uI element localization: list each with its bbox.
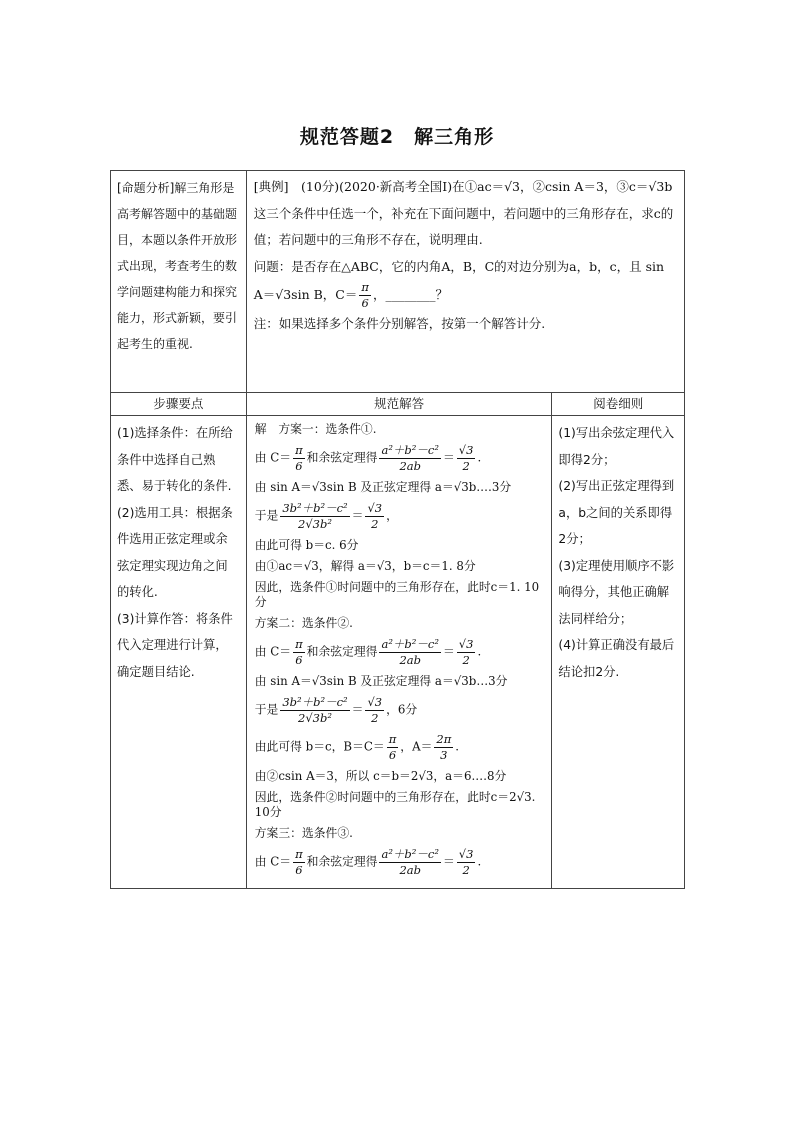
solution-line: 因此，选条件①时问题中的三角形存在，此时c＝1. 10分 (254, 580, 540, 609)
rules-cell (552, 416, 685, 889)
rule-item: (2)写出正弦定理得到a，b之间的关系即得2分； (558, 479, 675, 546)
example-question: 问题：是否存在△ABC，它的内角A，B，C的对边分别为a，b，c，且 sin A＝√3sin B，C＝ $\frac{\pi}{6}$ ，________？ (253, 258, 665, 310)
solution-line: 由 sin A＝√3sin B 及正弦定理得 a＝√3b…3分 (254, 674, 508, 688)
problem-row (111, 171, 685, 393)
header-steps: 步骤要点 (111, 393, 247, 416)
step-item: (2)选用工具：根据条件选用正弦定理或余弦定理实现边角之间的转化. (117, 505, 233, 599)
rule-item: (1)写出余弦定理代入即得2分； (558, 426, 675, 467)
solution-line: 于是 $\frac{\text{3b²＋b²－c²}}{\text{2√3b²}}$ ＝ $\frac{√3}{2}$ ，6分 (254, 695, 418, 725)
rule-item: (4)计算正确没有最后结论扣2分. (558, 638, 675, 679)
step-item: (3)计算作答：将条件代入定理进行计算，确定题目结论. (117, 611, 233, 679)
solution-line: 由 C＝ $\frac{\pi}{6}$ 和余弦定理得 $\frac{\text{a²＋b²－c²}}{2ab}$ ＝ $\frac{√3}{2}$ . (254, 443, 482, 473)
solution-line: 方案二：选条件②. (254, 616, 353, 630)
header-rules: 阅卷细则 (552, 393, 685, 416)
solution-line: 于是 $\frac{\text{3b²＋b²－c²}}{\text{2√3b²}}$ ＝ $\frac{√3}{2}$ ， (254, 501, 398, 531)
solution-line: 方案三：选条件③. (254, 826, 353, 840)
solution-line: 由②csin A＝3，所以 c＝b＝2√3，a＝6.…8分 (254, 769, 507, 783)
solution-line: 由①ac＝√3，解得 a＝√3，b＝c＝1. 8分 (254, 559, 476, 573)
solution-line: 因此，选条件②时问题中的三角形存在，此时c＝2√3. 10分 (254, 790, 536, 819)
fraction: $\frac{\pi}{6}$ (361, 280, 369, 310)
solution-line: 解 方案一：选条件①. (254, 422, 377, 436)
solution-line: 由 C＝ $\frac{\pi}{6}$ 和余弦定理得 $\frac{\text{a²＋b²－c²}}{2ab}$ ＝ $\frac{√3}{2}$ . (254, 637, 482, 667)
solution-line: 由此可得 b＝c，B＝C＝ $\frac{\pi}{6}$ ，A＝ $\frac{2\pi}{3}$ . (254, 732, 460, 762)
example-cell (246, 171, 684, 393)
example-statement: [典例] (10分)(2020·新高考全国Ⅰ)在①ac＝√3，②csin A＝3，③c＝√3b这三个条件中任选一个，补充在下面问题中，若问题中的三角形存在，求c的值；若问题中的三角形不存在，说明理由. (253, 179, 674, 247)
step-item: (1)选择条件：在所给条件中选择自己熟悉、易于转化的条件. (117, 426, 233, 493)
solution-line: 由 sin A＝√3sin B 及正弦定理得 a＝√3b.…3分 (254, 480, 512, 494)
example-note: 注：如果选择多个条件分别解答，按第一个解答计分. (253, 316, 546, 331)
header-solution: 规范解答 (246, 393, 552, 416)
solution-table (110, 170, 685, 889)
steps-cell (111, 416, 247, 889)
solution-cell (246, 416, 552, 889)
solution-line: 由 C＝ $\frac{\pi}{6}$ 和余弦定理得 $\frac{\text{a²＋b²－c²}}{2ab}$ ＝ $\frac{√3}{2}$ . (254, 847, 482, 877)
header-row (111, 393, 685, 416)
body-row (111, 416, 685, 889)
solution-line: 由此可得 b＝c. 6分 (254, 538, 359, 552)
page-title: 规范答题2 解三角形 (299, 126, 495, 148)
rule-item: (3)定理使用顺序不影响得分，其他正确解法同样给分； (558, 558, 675, 626)
analysis-cell: [命题分析]解三角形是高考解答题中的基础题目，本题以条件开放形式出现，考查考生的数学问题建构能力和探究能力，形式新颖，要引起考生的重视. (111, 171, 247, 393)
